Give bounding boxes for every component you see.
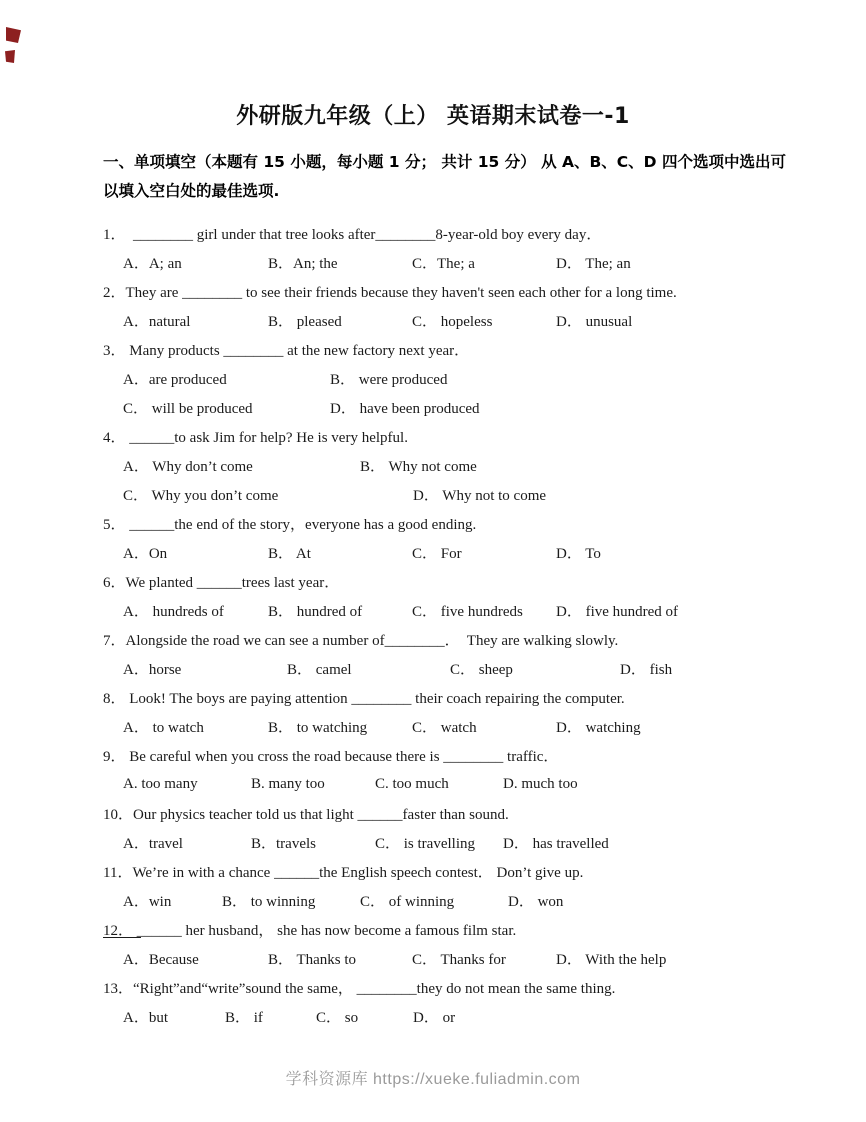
option-d: D． With the help bbox=[556, 952, 667, 968]
option-d: D． Why not to come bbox=[413, 488, 547, 504]
option-d: D. much too bbox=[503, 776, 578, 792]
options-row bbox=[103, 596, 795, 625]
question-8 bbox=[103, 683, 795, 741]
question-text: 6．We planted ______trees last year． bbox=[103, 575, 340, 591]
options-row bbox=[103, 886, 795, 915]
option-a: A．are produced bbox=[123, 372, 227, 388]
options-row bbox=[103, 1002, 795, 1031]
question-text: 4． ______to ask Jim for help? He is very helpful. bbox=[103, 430, 408, 446]
option-c: C． five hundreds bbox=[412, 604, 523, 620]
options-row bbox=[103, 654, 795, 683]
option-c: C． so bbox=[316, 1010, 359, 1026]
option-d: D． won bbox=[508, 894, 564, 910]
option-d: D． has travelled bbox=[503, 836, 609, 852]
options-row bbox=[103, 393, 795, 422]
option-a: A．but bbox=[123, 1010, 169, 1026]
question-text: 10．Our physics teacher told us that light ______faster than sound. bbox=[103, 807, 509, 823]
question-6 bbox=[103, 567, 795, 625]
option-b: B． were produced bbox=[330, 372, 448, 388]
option-b: B． hundred of bbox=[268, 604, 363, 620]
wrapped-blank-underline bbox=[103, 937, 141, 938]
option-a: A．Because bbox=[123, 952, 199, 968]
question-text: 9． Be careful when you cross the road because there is ________ traffic． bbox=[103, 749, 559, 765]
section-header: 一、单项填空（本题有 15 小题，每小题 1 分； 共计 15 分） 从 A、B、C、D 四个选项中选出可以填入空白处的最佳选项. bbox=[103, 153, 786, 200]
option-b: B． to winning bbox=[222, 894, 316, 910]
option-c: C． Why you don’t come bbox=[123, 488, 279, 504]
options-row bbox=[103, 712, 795, 741]
option-d: D． watching bbox=[556, 720, 641, 736]
question-text: 8． Look! The boys are paying attention ________ their coach repairing the computer. bbox=[103, 691, 625, 707]
question-text: 12． ______ her husband， she has now become a famous film star. bbox=[103, 923, 517, 939]
option-b: B． Thanks to bbox=[268, 952, 357, 968]
question-text: 2．They are ________ to see their friends because they haven't seen each other for a long time. bbox=[103, 285, 677, 301]
options-row bbox=[103, 480, 795, 509]
option-b: B． pleased bbox=[268, 314, 342, 330]
option-d: D． or bbox=[413, 1010, 456, 1026]
option-d: D． The; an bbox=[556, 256, 631, 272]
option-b: B． if bbox=[225, 1010, 263, 1026]
question-text: 5． ______the end of the story，everyone has a good ending. bbox=[103, 517, 477, 533]
question-5 bbox=[103, 509, 795, 567]
corner-stamp-mark bbox=[5, 50, 15, 63]
options-row bbox=[103, 770, 795, 799]
option-b: B．An; the bbox=[268, 256, 338, 272]
question-7 bbox=[103, 625, 795, 683]
question-text: 7．Alongside the road we can see a number of________． They are walking slowly. bbox=[103, 633, 619, 649]
option-a: A．natural bbox=[123, 314, 191, 330]
question-11 bbox=[103, 857, 795, 915]
question-text: 13．“Right”and“write”sound the same， ________they do not mean the same thing. bbox=[103, 981, 616, 997]
option-b: B． At bbox=[268, 546, 311, 562]
question-2 bbox=[103, 277, 795, 335]
question-10 bbox=[103, 799, 795, 857]
options-row bbox=[103, 248, 795, 277]
option-b: B．travels bbox=[251, 836, 316, 852]
option-a: A． hundreds of bbox=[123, 604, 224, 620]
option-b: B． Why not come bbox=[360, 459, 477, 475]
option-c: C． will be produced bbox=[123, 401, 253, 417]
option-c: C． sheep bbox=[450, 662, 513, 678]
content-area bbox=[103, 148, 795, 1031]
question-text: 3． Many products ________ at the new factory next year． bbox=[103, 343, 470, 359]
option-d: D． unusual bbox=[556, 314, 633, 330]
option-c: C． of winning bbox=[360, 894, 455, 910]
options-row bbox=[103, 306, 795, 335]
option-b: B. many too bbox=[251, 776, 325, 792]
option-d: D． fish bbox=[620, 662, 673, 678]
option-c: C． Thanks for bbox=[412, 952, 506, 968]
option-c: C. too much bbox=[375, 776, 449, 792]
option-a: A．travel bbox=[123, 836, 183, 852]
option-a: A．A; an bbox=[123, 256, 182, 272]
options-row bbox=[103, 828, 795, 857]
question-4 bbox=[103, 422, 795, 509]
options-row bbox=[103, 364, 795, 393]
page-title: 外研版九年级（上） 英语期末试卷一-1 bbox=[236, 104, 630, 129]
option-c: C． For bbox=[412, 546, 462, 562]
option-a: A．win bbox=[123, 894, 172, 910]
question-3 bbox=[103, 335, 795, 422]
option-a: A． to watch bbox=[123, 720, 204, 736]
option-d: D． five hundred of bbox=[556, 604, 679, 620]
options-row bbox=[103, 944, 795, 973]
option-b: B． camel bbox=[287, 662, 352, 678]
question-1 bbox=[103, 219, 795, 277]
options-row bbox=[103, 538, 795, 567]
option-a: A． Why don’t come bbox=[123, 459, 253, 475]
option-a: A. too many bbox=[123, 776, 198, 792]
question-9 bbox=[103, 741, 795, 799]
question-list bbox=[103, 219, 795, 1031]
option-c: C．The; a bbox=[412, 256, 475, 272]
options-row bbox=[103, 451, 795, 480]
option-c: C． hopeless bbox=[412, 314, 493, 330]
question-12 bbox=[103, 915, 795, 973]
option-d: D． have been produced bbox=[330, 401, 480, 417]
option-a: A．horse bbox=[123, 662, 182, 678]
option-c: C． is travelling bbox=[375, 836, 475, 852]
question-text: 1． ________ girl under that tree looks after________8-year-old boy every day． bbox=[103, 227, 602, 243]
option-a: A．On bbox=[123, 546, 168, 562]
option-b: B． to watching bbox=[268, 720, 368, 736]
question-13 bbox=[103, 973, 795, 1031]
option-d: D． To bbox=[556, 546, 601, 562]
footer-watermark: 学科资源库 https://xueke.fuliadmin.com bbox=[285, 1071, 581, 1088]
question-text: 11．We’re in with a chance ______the English speech contest． Don’t give up. bbox=[103, 865, 584, 881]
option-c: C． watch bbox=[412, 720, 477, 736]
